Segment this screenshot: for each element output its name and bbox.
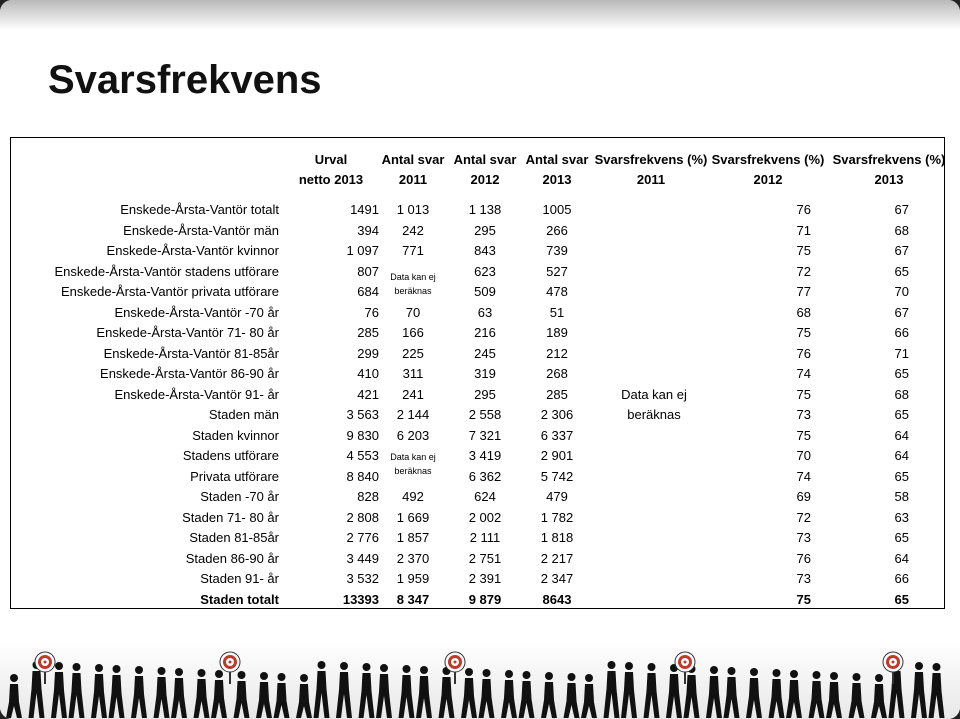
table-row (11, 426, 944, 446)
row-label: Staden 86-90 år (185, 550, 279, 566)
cell-urval: 13393 (342, 591, 379, 607)
cell-s2012: 624 (474, 489, 496, 504)
cell-urval: 807 (357, 263, 379, 279)
header-antal-svar-2011: Antal svar 2011 (381, 152, 445, 187)
cell-s2013: 479 (546, 489, 568, 504)
cell-s2011: 311 (402, 366, 424, 381)
cell-s2013: 266 (546, 222, 568, 238)
cell-f2012: 76 (796, 345, 811, 361)
table-row (11, 467, 944, 487)
row-label: Enskede-Årsta-Vantör män (123, 222, 279, 238)
cell-urval: 3 449 (346, 550, 379, 566)
table-row (11, 241, 944, 261)
cell-f2012: 74 (796, 468, 811, 484)
cell-s2013: 2 901 (540, 448, 574, 463)
row-label: Staden totalt (200, 591, 279, 607)
row-label: Stadens utförare (182, 448, 279, 463)
cell-f2013: 64 (894, 550, 909, 566)
cell-f2013: 65 (894, 591, 909, 607)
cell-s2013: 1 818 (540, 530, 574, 545)
row-label: Enskede-Årsta-Vantör stadens utförare (54, 263, 279, 279)
table-row (11, 323, 944, 343)
cell-s2011: 8 347 (396, 591, 430, 607)
cell-s2012: 509 (474, 284, 496, 299)
cell-s2013: 1005 (542, 202, 572, 217)
row-label: Enskede-Årsta-Vantör 86-90 år (100, 366, 279, 381)
cell-s2012: 7 321 (468, 427, 502, 443)
cell-s2011: 1 669 (396, 509, 430, 525)
cell-s2011: 1 857 (396, 530, 430, 545)
cell-urval: 3 532 (346, 571, 379, 586)
cell-f2012: 76 (796, 202, 811, 217)
cell-s2012: 2 391 (468, 571, 502, 586)
cell-s2013: 5 742 (540, 468, 574, 484)
table-row (11, 508, 944, 528)
cell-urval: 410 (357, 366, 379, 381)
header-antal-svar-2013: Antal svar 2013 (525, 152, 589, 187)
cell-s2013: 51 (549, 304, 565, 320)
cell-f2012: 69 (796, 489, 811, 504)
cell-f2013: 66 (894, 325, 909, 340)
table-row (11, 405, 944, 425)
cell-f2012: 73 (796, 530, 811, 545)
row-label: Enskede-Årsta-Vantör privata utförare (61, 284, 279, 299)
cell-urval: 8 840 (346, 468, 379, 484)
row-label: Privata utförare (190, 468, 279, 484)
cell-s2013: 1 782 (540, 509, 574, 525)
cell-f2013: 68 (894, 386, 909, 402)
cell-s2011: 6 203 (396, 427, 430, 443)
cell-urval: 1491 (350, 202, 379, 217)
cell-f2012: 76 (796, 550, 811, 566)
cell-f2012: 74 (796, 366, 811, 381)
cell-urval: 828 (357, 489, 379, 504)
cell-s2011: 2 144 (396, 407, 430, 422)
cell-s2012: 63 (477, 304, 493, 320)
cell-f2013: 67 (894, 202, 909, 217)
cell-s2011: 242 (402, 222, 424, 238)
cell-s2012: 2 558 (468, 407, 502, 422)
table-row (11, 344, 944, 364)
cell-s2013: 285 (546, 386, 568, 402)
cell-f2012: 71 (796, 222, 811, 238)
header-svarsfrekvens-2012: Svarsfrekvens (%) 2012 (711, 152, 825, 187)
cell-f2012: 73 (796, 571, 811, 586)
row-label: Staden 81-85år (189, 530, 279, 545)
response-rate-table (10, 137, 945, 609)
cell-s2011: 70 (405, 304, 421, 320)
cell-s2013: 268 (546, 366, 568, 381)
cell-s2013: 527 (546, 263, 568, 279)
row-label: Enskede-Årsta-Vantör 81-85år (103, 345, 279, 361)
walking-people-illustration (0, 648, 960, 719)
cell-f2013: 65 (894, 407, 909, 422)
note-not-computable-1: Data kan ej beräknas (390, 272, 436, 296)
cell-urval: 4 553 (346, 448, 379, 463)
cell-f2012: 77 (796, 284, 811, 299)
cell-s2011: 1 013 (396, 202, 430, 217)
cell-f2012: 72 (796, 263, 811, 279)
row-label: Staden 71- 80 år (182, 509, 279, 525)
cell-s2012: 295 (474, 386, 496, 402)
row-label: Staden 91- år (200, 571, 279, 586)
cell-f2013: 67 (894, 304, 909, 320)
cell-f2012: 73 (796, 407, 811, 422)
cell-s2013: 212 (546, 345, 568, 361)
header-antal-svar-2012: Antal svar 2012 (453, 152, 517, 187)
cell-s2013: 2 306 (540, 407, 574, 422)
cell-f2012: 75 (796, 386, 811, 402)
cell-s2012: 6 362 (468, 468, 502, 484)
row-label: Staden -70 år (200, 489, 279, 504)
cell-f2013: 65 (894, 468, 909, 484)
page-title: Svarsfrekvens (48, 58, 322, 102)
cell-f2013: 58 (894, 489, 909, 504)
cell-urval: 299 (357, 345, 379, 361)
cell-f2013: 64 (894, 427, 909, 443)
cell-f2013: 70 (894, 284, 909, 299)
cell-s2011: 1 959 (396, 571, 430, 586)
cell-s2011: 771 (402, 243, 424, 258)
table-row (11, 446, 944, 466)
row-label: Enskede-Årsta-Vantör 71- 80 år (96, 325, 279, 340)
cell-s2012: 9 879 (468, 591, 502, 607)
cell-urval: 3 563 (346, 407, 379, 422)
cell-s2012: 843 (474, 243, 496, 258)
table-row (11, 590, 944, 610)
cell-s2012: 2 751 (468, 550, 502, 566)
table-row (11, 569, 944, 589)
cell-f2013: 65 (894, 263, 909, 279)
cell-s2012: 216 (474, 325, 496, 340)
cell-s2012: 295 (474, 222, 496, 238)
table-row (11, 200, 944, 220)
header-urval: Urval netto 2013 (298, 152, 364, 187)
header-svarsfrekvens-2013: Svarsfrekvens (%) 2013 (832, 152, 946, 187)
cell-s2013: 6 337 (540, 427, 574, 443)
cell-f2013: 65 (894, 530, 909, 545)
cell-s2011: 166 (402, 325, 424, 340)
cell-f2013: 65 (894, 366, 909, 381)
cell-f2013: 68 (894, 222, 909, 238)
table-row (11, 262, 944, 282)
note-not-computable-2011: Data kan ej beräknas (621, 387, 687, 422)
cell-f2012: 75 (796, 325, 811, 340)
cell-urval: 1 097 (346, 243, 379, 258)
cell-urval: 2 808 (346, 509, 379, 525)
cell-s2012: 1 138 (468, 202, 502, 217)
cell-s2012: 2 002 (468, 509, 502, 525)
cell-urval: 76 (364, 304, 379, 320)
table-row (11, 487, 944, 507)
cell-s2013: 739 (546, 243, 568, 258)
cell-urval: 2 776 (346, 530, 379, 545)
cell-urval: 394 (357, 222, 379, 238)
cell-s2012: 3 419 (468, 448, 502, 463)
row-label: Staden män (208, 407, 279, 422)
cell-f2012: 68 (796, 304, 811, 320)
table-row (11, 282, 944, 302)
cell-s2013: 8643 (542, 591, 572, 607)
cell-s2011: 2 370 (396, 550, 430, 566)
cell-f2012: 70 (796, 448, 811, 463)
cell-s2013: 189 (546, 325, 568, 340)
cell-s2011: 241 (402, 386, 424, 402)
cell-s2012: 623 (474, 263, 496, 279)
cell-f2013: 71 (894, 345, 909, 361)
cell-s2012: 319 (474, 366, 496, 381)
cell-s2013: 2 217 (540, 550, 574, 566)
row-label: Staden kvinnor (192, 427, 279, 443)
row-label: Enskede-Årsta-Vantör totalt (120, 202, 279, 217)
cell-f2012: 75 (796, 591, 811, 607)
table-row (11, 385, 944, 405)
row-label: Enskede-Årsta-Vantör 91- år (114, 386, 279, 402)
note-not-computable-2: Data kan ej beräknas (390, 452, 436, 476)
cell-s2011: 225 (402, 345, 424, 361)
table-row (11, 549, 944, 569)
cell-urval: 421 (357, 386, 379, 402)
cell-f2012: 72 (796, 509, 811, 525)
header-svarsfrekvens-2011: Svarsfrekvens (%) 2011 (594, 152, 708, 187)
cell-f2013: 67 (894, 243, 909, 258)
cell-urval: 9 830 (346, 427, 379, 443)
cell-f2013: 63 (894, 509, 909, 525)
cell-urval: 684 (357, 284, 379, 299)
table-row (11, 528, 944, 548)
cell-s2012: 245 (474, 345, 496, 361)
cell-s2013: 2 347 (540, 571, 574, 586)
table-row (11, 364, 944, 384)
cell-f2013: 66 (894, 571, 909, 586)
table-row (11, 221, 944, 241)
cell-f2013: 64 (894, 448, 909, 463)
cell-f2012: 75 (796, 243, 811, 258)
cell-s2013: 478 (546, 284, 568, 299)
cell-urval: 285 (357, 325, 379, 340)
cell-f2012: 75 (796, 427, 811, 443)
row-label: Enskede-Årsta-Vantör -70 år (114, 304, 279, 320)
cell-s2011: 492 (402, 489, 424, 504)
cell-s2012: 2 111 (469, 530, 501, 545)
table-row (11, 303, 944, 323)
row-label: Enskede-Årsta-Vantör kvinnor (106, 243, 279, 258)
